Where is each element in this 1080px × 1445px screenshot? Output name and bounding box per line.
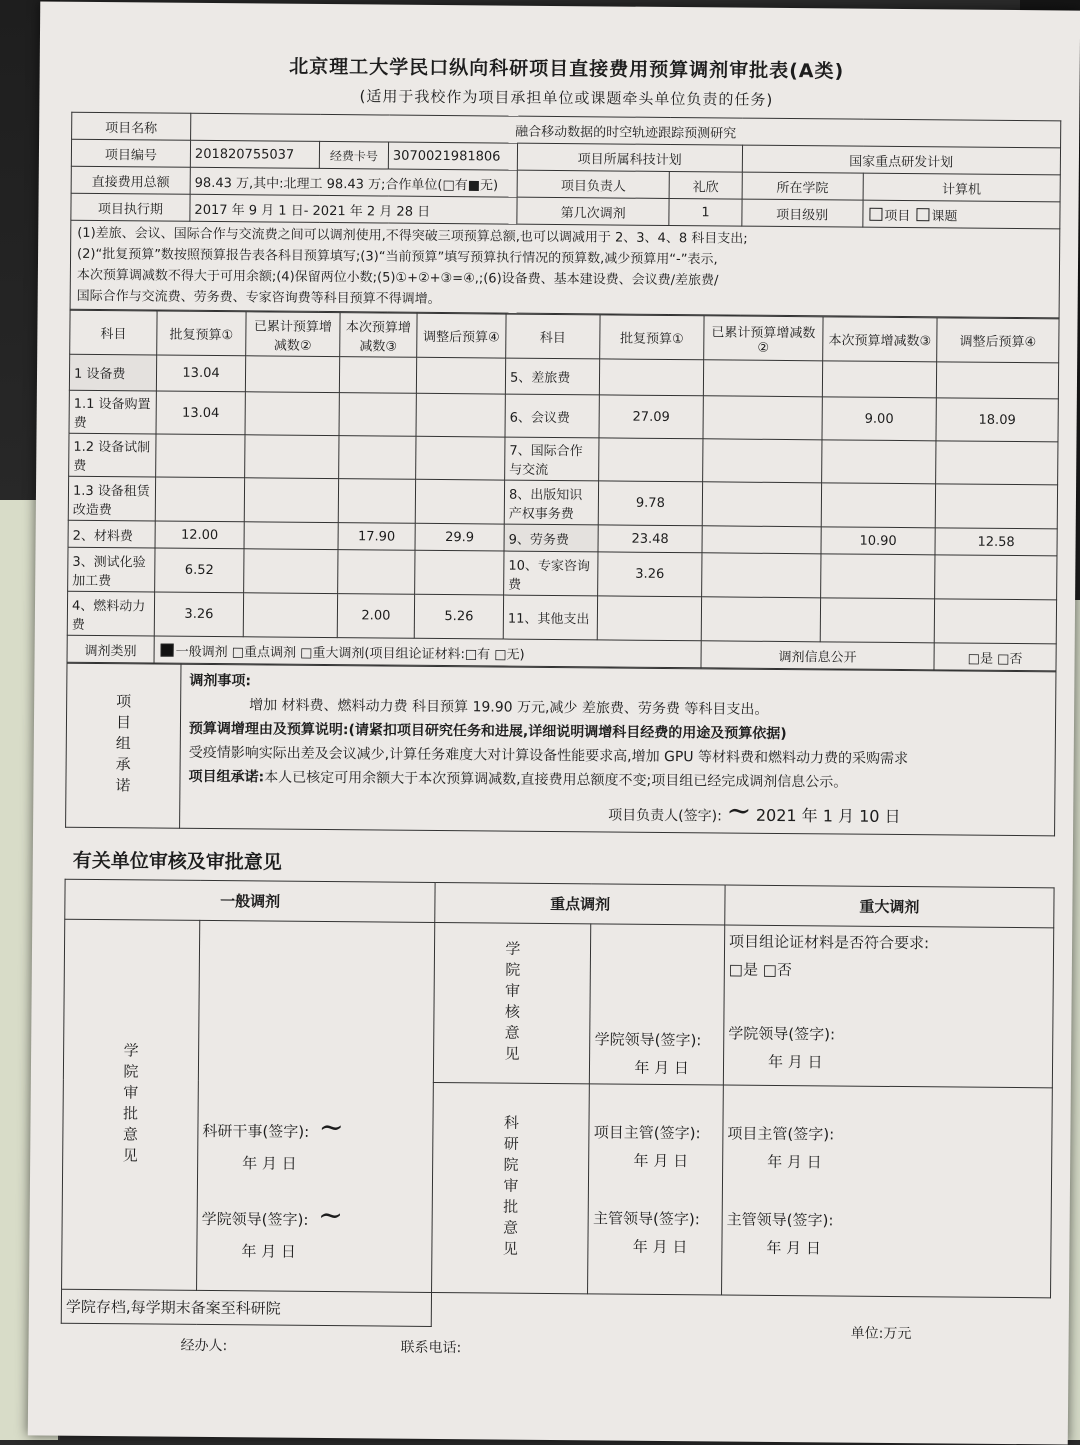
archive-note: 学院存档,每学期末备案至科研院: [61, 1289, 432, 1326]
budget-header: 已累计预算增减数②: [704, 316, 823, 361]
left-adjusted: 29.9: [415, 523, 504, 551]
period-label: 项目执行期: [71, 193, 190, 221]
college-value: 计算机: [863, 173, 1060, 202]
right-change: [821, 554, 935, 599]
left-adjusted: [416, 357, 505, 394]
approval-table: [61, 879, 1055, 1333]
total-label: 直接费用总额: [71, 166, 190, 194]
left-change: 17.90: [338, 523, 415, 551]
left-approved: [155, 477, 244, 522]
leader-value: 礼欣: [670, 171, 742, 199]
left-subject: 1.1 设备购置费: [69, 390, 156, 434]
research-approve-label: 科研院审批意见: [432, 1082, 590, 1293]
note-line: 本次预算调减数不得大于可用余额;(4)保留两位小数;(5)①+②+③=④,;(6)设备费、基本建设费、会议费/差旅费/: [76, 267, 719, 289]
left-cumulative: [244, 522, 338, 550]
right-change: 10.90: [821, 527, 935, 555]
left-cumulative: [244, 549, 338, 594]
left-approved: 13.04: [156, 391, 245, 435]
college-leader-sign-label: 学院领导(签字):: [594, 1030, 702, 1050]
note-line: 国际合作与交流费、劳务费、专家咨询费等科目预算不得调增。: [76, 288, 441, 307]
major-options: □是 □否: [728, 960, 793, 980]
left-cumulative: [245, 356, 339, 393]
left-adjusted: 5.26: [414, 594, 503, 639]
right-cumulative: [703, 439, 822, 483]
right-cumulative: [702, 482, 821, 527]
note-line: (2)“批复预算”数按照预算报告表各科目预算填写;(3)“当前预算”填写预算执行情况的预算数,减少预算用“-”表示,: [77, 246, 718, 268]
project-name-value: 融合移动数据的时空轨迹跟踪预测研究: [191, 113, 1061, 148]
date-blank: 年 月 日: [633, 1151, 689, 1170]
left-change: [339, 357, 416, 394]
left-cumulative: [244, 478, 338, 523]
times-value: 1: [669, 198, 741, 226]
reason-label: 预算调增理由及预算说明:(请紧扣项目研究任务和进展,详细说明调增科目经费的用途及预算依据): [188, 720, 787, 743]
leader-label: 项目负责人: [517, 170, 670, 198]
col-general: 一般调剂: [65, 879, 436, 922]
phone-label: 联系电话:: [400, 1339, 462, 1357]
right-subject: 8、出版知识产权事务费: [504, 480, 598, 525]
left-adjusted: [416, 393, 505, 437]
budget-header: 科目: [70, 310, 157, 355]
right-change: [822, 440, 936, 484]
right-change: [820, 598, 934, 643]
level-label: 项目级别: [741, 199, 862, 227]
left-subject: 1.3 设备租赁改造费: [68, 476, 155, 521]
promise-label: 项目组承诺:: [188, 768, 265, 786]
notes-cell: [70, 220, 1060, 318]
public-label: 调剂信息公开: [701, 641, 934, 670]
left-approved: 6.52: [155, 548, 244, 593]
right-cumulative: [702, 526, 821, 554]
matter-label: 调剂事项:: [189, 672, 252, 690]
level-option-topic: 课题: [931, 208, 958, 225]
budget-header: 调整后预算④: [417, 313, 506, 358]
adjust-type-label: 调剂类别: [67, 635, 154, 663]
right-subject: 9、劳务费: [504, 524, 598, 552]
plan-label: 项目所属科技计划: [517, 143, 742, 172]
left-subject: 4、燃料动力费: [67, 591, 154, 636]
budget-header: 本次预算增减数③: [823, 317, 937, 362]
right-subject: 10、专家咨询费: [504, 551, 598, 596]
project-supervisor-sign-label: 项目主管(签字):: [593, 1122, 701, 1142]
approval-section-title: 有关单位审核及审批意见: [72, 849, 282, 874]
college-approve-label: 学院审批意见: [62, 919, 200, 1290]
public-options: □是 □否: [934, 643, 1056, 671]
right-cumulative: [701, 597, 820, 642]
level-topic-checkbox[interactable]: [916, 208, 929, 221]
project-supervisor-sign-label: 项目主管(签字):: [727, 1124, 835, 1143]
left-cumulative: [245, 435, 339, 479]
date-blank: 年 月 日: [242, 1154, 297, 1173]
left-approved: 3.26: [154, 592, 243, 637]
right-approved: 9.78: [598, 481, 702, 526]
budget-header: 本次预算增减数③: [340, 313, 417, 358]
right-adjusted: [936, 441, 1058, 485]
promise-text: 本人已核定可用余额大于本次预算调减数,直接费用总额度不变;项目组已经完成调剂信息公示。: [264, 769, 848, 791]
plan-value: 国家重点研发计划: [742, 145, 1061, 175]
left-approved: 12.00: [155, 521, 244, 549]
right-cumulative: [702, 553, 821, 598]
budget-header: 批复预算①: [600, 315, 704, 360]
key-research-cell: [588, 1084, 723, 1295]
project-name-label: 项目名称: [72, 112, 191, 140]
right-adjusted: [934, 599, 1056, 644]
supervisor-leader-sign-label: 主管领导(签字):: [593, 1208, 700, 1228]
right-approved: [599, 359, 703, 396]
general-adjust-checkbox[interactable]: [161, 643, 174, 656]
form-title: 北京理工大学民口纵向科研项目直接费用预算调剂审批表(A类): [289, 55, 845, 83]
right-subject: 6、会议费: [505, 394, 599, 438]
form-subtitle: (适用于我校作为项目承担单位或课题牵头单位负责的任务): [359, 87, 774, 109]
project-info-table: [70, 112, 1062, 319]
staff-signature: ~: [309, 1109, 345, 1146]
times-label: 第几次调剂: [517, 197, 670, 225]
college-leader-signature: ~: [308, 1197, 344, 1234]
right-adjusted: [935, 484, 1057, 529]
right-subject: 11、其他支出: [503, 595, 597, 640]
left-subject: 2、材料费: [68, 520, 155, 548]
right-approved: [597, 596, 701, 641]
card-no-value: 3070021981806: [388, 142, 517, 170]
commit-side-label: 项目组承诺: [66, 663, 181, 828]
budget-table: [67, 310, 1060, 672]
date-blank: 年 月 日: [767, 1152, 822, 1171]
right-subject: 5、差旅费: [505, 358, 599, 395]
left-change: 2.00: [337, 594, 414, 639]
date-blank: 年 月 日: [632, 1237, 688, 1256]
right-approved: [599, 438, 703, 482]
major-question: 项目组论证材料是否符合要求:: [729, 932, 930, 953]
left-subject: 3、测试化验加工费: [68, 547, 155, 592]
budget-header: 已累计预算增减数②: [246, 312, 340, 357]
budget-header: 调整后预算④: [937, 318, 1059, 363]
reason-text: 受疫情影响实际出差及会议减少,计算任务难度大对计算设备性能要求高,增加 GPU 等材料费和燃料动力费的采购需求: [188, 744, 909, 768]
major-research-cell: [722, 1085, 1053, 1298]
right-adjusted: 18.09: [936, 398, 1058, 442]
right-approved: 3.26: [598, 552, 702, 597]
right-change: 9.00: [822, 397, 936, 441]
right-cumulative: [703, 396, 822, 440]
key-college-cell: [590, 924, 725, 1085]
budget-header: 批复预算①: [157, 311, 246, 356]
college-leader-sign-label: 学院领导(签字):: [728, 1024, 836, 1044]
card-no-label: 经费卡号: [319, 141, 388, 169]
leader-sign-date: 2021 年 1 月 10 日: [755, 805, 901, 827]
form-paper: [28, 1, 1080, 1444]
right-adjusted: [936, 362, 1058, 399]
right-change: [822, 361, 936, 398]
right-cumulative: [703, 360, 822, 397]
right-approved: 27.09: [599, 395, 703, 439]
project-no-value: 201820755037: [190, 140, 319, 168]
major-college-cell: [723, 925, 1053, 1088]
level-option-project: 项目: [884, 208, 911, 224]
college-leader-sign-label: 学院领导(签字):: [201, 1209, 309, 1229]
date-blank: 年 月 日: [766, 1238, 822, 1257]
total-value: 98.43 万,其中:北理工 98.43 万;合作单位(□有■无): [190, 167, 517, 197]
unit-label: 单位:万元: [850, 1325, 912, 1343]
right-subject: 7、国际合作与交流: [505, 437, 599, 481]
left-change: [339, 393, 416, 437]
left-subject: 1.2 设备试制费: [69, 433, 156, 477]
left-cumulative: [245, 392, 339, 436]
adjust-type-options: [154, 636, 701, 668]
left-approved: 13.04: [156, 355, 245, 392]
left-change: [338, 479, 415, 524]
commitment-table: [65, 663, 1056, 837]
right-approved: 23.48: [598, 525, 702, 553]
period-value: 2017 年 9 月 1 日- 2021 年 2 月 28 日: [190, 194, 517, 224]
handler-label: 经办人:: [180, 1337, 228, 1355]
research-staff-sign-label: 科研干事(签字):: [202, 1121, 310, 1141]
right-adjusted: [935, 555, 1057, 600]
level-options: [863, 200, 1060, 229]
matter-text: 增加 材料费、燃料动力费 科目预算 19.90 万元,减少 差旅费、劳务费 等科目支出。: [249, 697, 769, 718]
adjust-type-text: 一般调剂 □重点调剂 □重大调剂(项目组论证材料:□有 □无): [175, 644, 525, 663]
left-subject: 1 设备费: [69, 354, 156, 391]
general-approval-cell: [197, 920, 436, 1292]
right-change: [821, 483, 935, 528]
left-adjusted: [415, 550, 504, 595]
date-blank: 年 月 日: [634, 1058, 690, 1078]
leader-signature: ~: [726, 793, 752, 829]
right-adjusted: 12.58: [935, 528, 1057, 556]
left-adjusted: [415, 479, 504, 524]
left-approved: [156, 434, 245, 478]
commit-body: [180, 664, 1056, 836]
budget-header: 科目: [506, 314, 600, 359]
level-project-checkbox[interactable]: [869, 207, 882, 220]
date-blank: 年 月 日: [767, 1052, 823, 1072]
college-label: 所在学院: [742, 172, 863, 200]
footer-row: [60, 1325, 1050, 1369]
form-content: [60, 50, 1061, 1369]
note-line: (1)差旅、会议、国际合作与交流费之间可以调剂使用,不得突破三项预算总额,也可以调减用于 2、3、4、8 科目支出;: [77, 225, 748, 247]
date-blank: 年 月 日: [241, 1242, 297, 1261]
left-change: [338, 550, 415, 595]
college-review-label: 学院审核意见: [434, 922, 591, 1083]
left-cumulative: [243, 593, 337, 638]
left-change: [339, 436, 416, 480]
leader-sign-label: 项目负责人(签字):: [608, 807, 722, 825]
supervisor-leader-sign-label: 主管领导(签字):: [726, 1210, 834, 1229]
project-no-label: 项目编号: [71, 139, 190, 167]
col-major: 重大调剂: [725, 885, 1054, 928]
left-adjusted: [416, 436, 505, 480]
col-key: 重点调剂: [435, 882, 725, 925]
